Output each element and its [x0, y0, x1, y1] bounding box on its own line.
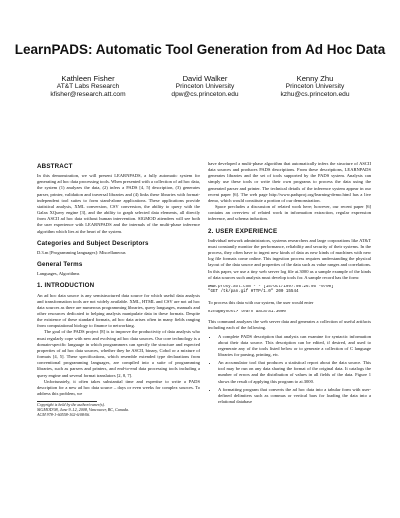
- intro-paragraph: Unfortunately, it often takes substantial time and expertise to write a PADS description for a new ad hoc data source – days or even weeks for complex sources. To address this problem, we: [37, 378, 200, 396]
- list-item: • A formatting program that converts the ad hoc data into a tabular form with user-defined delimiters such as commas or vertical bars for loading the data into a relational database: [218, 387, 371, 405]
- left-column: [37, 124, 200, 417]
- general-terms-heading: General Terms: [37, 261, 83, 269]
- body-paragraph: have developed a multi-phase algorithm that automatically infers the structure of ASCII data sources and produces PADS descriptions. From these descriptions, LEARNPADS generates libraries and the set of tools supported by the PADS system. Analysts can simply use these tools or write their own programs to process the data using the generated parser and printer. The technical details of the inference system appear in our recent paper [6]. The web page http://www.padsproj.org/learning-demo.html has a live demo, which would constitute a portion of our demonstration.: [208, 161, 371, 203]
- right-column: [208, 161, 371, 407]
- author-affiliation: AT&T Labs Research: [56, 82, 120, 90]
- artifact-list: [208, 334, 371, 406]
- author-email: kzhu@cs.princeton.edu: [280, 90, 350, 98]
- intro-paragraph: An ad hoc data source is any semistructured data source for which useful data analysis and transformation tools are not widely available. XML, HTML and CSV are not ad hoc data sources as there are numerous programming libraries, query languages, manuals and other resources dedicated to helping analysts manipulate data in these formats. Despite the existence of these standard formats, ad hoc data arises often in many fields ranging from computational biology to finance to networking.: [37, 292, 200, 329]
- sample-record-code: www.proxy.aol.com - - [15/Oct/1997:08:26:05 -0700] "GET /tk/pan.gif HTTP/1.0" 200 15544: [208, 284, 334, 295]
- footnote-line: SIGMOD'08, June 9–12, 2008, Vancouver, BC, Canada.: [37, 407, 130, 413]
- author-email: dpw@cs.princeton.edu: [171, 90, 239, 98]
- introduction-heading: 1. INTRODUCTION: [37, 282, 95, 290]
- abstract-heading: ABSTRACT: [37, 163, 73, 170]
- intro-paragraph: The goal of the PADS project [8] is to improve the productivity of data analysts who must regularly cope with new and evolving ad hoc data sources. Our core technology is a domain-specific language in which programmers can specify the structure and expected properties of ad hoc data sources, whether they be ASCII, binary, Cobol or a mixture of formats [4, 5]. These specifications, which resemble extended type declarations from conventional programming languages, are compiled into a suite of programming libraries, such as parsers and printers, and end-to-end data processing tools including a query engine and several format translators [2, 8, 7].: [37, 329, 200, 378]
- copyright-footnote: [37, 402, 200, 417]
- body-paragraph: To process this data with our system, the user would enter: [208, 299, 314, 305]
- author-affiliation: Princeton University: [285, 82, 345, 90]
- body-paragraph: This command analyzes the web server data and generates a collection of useful artifacts including each of the following.: [208, 319, 371, 331]
- author-block-2: [155, 75, 255, 98]
- author-name: Kathleen Fisher: [61, 74, 115, 83]
- general-terms-text: Languages, Algorithms: [37, 271, 80, 277]
- author-name: Kenny Zhu: [296, 74, 334, 83]
- author-name: David Walker: [182, 74, 228, 83]
- paper-title: LearnPADS: Automatic Tool Generation from Ad Hoc Data: [14, 42, 386, 57]
- body-paragraph: Individual network administrators, systems researchers and large corporations like AT&T must constantly monitor the performance, reliability and security of their systems. In the process, they often have to ingest new kinds of data as new kinds of machines with new log file formats come online. This ingestion process requires understanding the physical layout of the data source and properties of the data such as value ranges and correlations. In this paper, we use a tiny web server log file ai.3000 as a sample example of the kinds of data sources such analysts must develop tools for. A sample record has the form:: [208, 237, 371, 280]
- author-affiliation: Princeton University: [175, 82, 235, 90]
- list-item: • A complete PADS description that analysts can examine for syntactic information about their data source. This description can be edited, if desired, and used to regenerate any of the tools listed below or to generate a collection of C language libraries for parsing, printing, etc.: [218, 334, 371, 359]
- author-email: kfisher@research.att.com: [50, 90, 126, 98]
- footnote-line: Copyright is held by the author/owner(s).: [37, 402, 105, 408]
- body-paragraph: Space precludes a discussion of related work here; however, our recent paper [6] contains an overview of related work in information extraction, regular expression inference, and schema induction.: [208, 204, 371, 222]
- categories-heading: Categories and Subject Descriptors: [37, 239, 149, 247]
- footnote-line: ACM 978-1-60558-102-6/08/06.: [37, 412, 91, 418]
- author-block-1: [38, 75, 138, 98]
- abstract-text: In this demonstration, we will present LEARNPADS, a fully automatic system for generating ad hoc data processing tools. When presented with a collection of ad hoc data, the system (1) analyzes the data, (2) infers a PADS [4, 5] description, (3) generates parser, printer, validation and traversal libraries and (4) links these libraries with format-independent tool suites to form stand-alone applications. These applications provide statistical analysis, XML conversion, CSV conversion, the ability to query with the Galax XQuery engine [3], and the ability to graph selected data elements, all directly from ASCII ad hoc data without human intervention. SIGMOD attendees will see both the user experience with LEARNPADS and the internals of the multi-phase inference algorithm which lies at the heart of the system.: [37, 173, 200, 234]
- categories-text: D.3.m [Programming languages]: Miscellaneous: [37, 249, 126, 255]
- user-experience-heading: 2. USER EXPERIENCE: [208, 227, 278, 235]
- command-line-code: kzhu@myhost> learn data/ai.3000: [208, 309, 286, 314]
- list-item: • An accumulator tool that produces a statistical report about the data source. This tool may be run on any data sharing the format of the original data. It catalogs the number of errors and the distribution of values in all fields of the data. Figure 1 shows the result of applying this program to ai.3000.: [218, 360, 371, 385]
- author-block-3: [265, 75, 365, 98]
